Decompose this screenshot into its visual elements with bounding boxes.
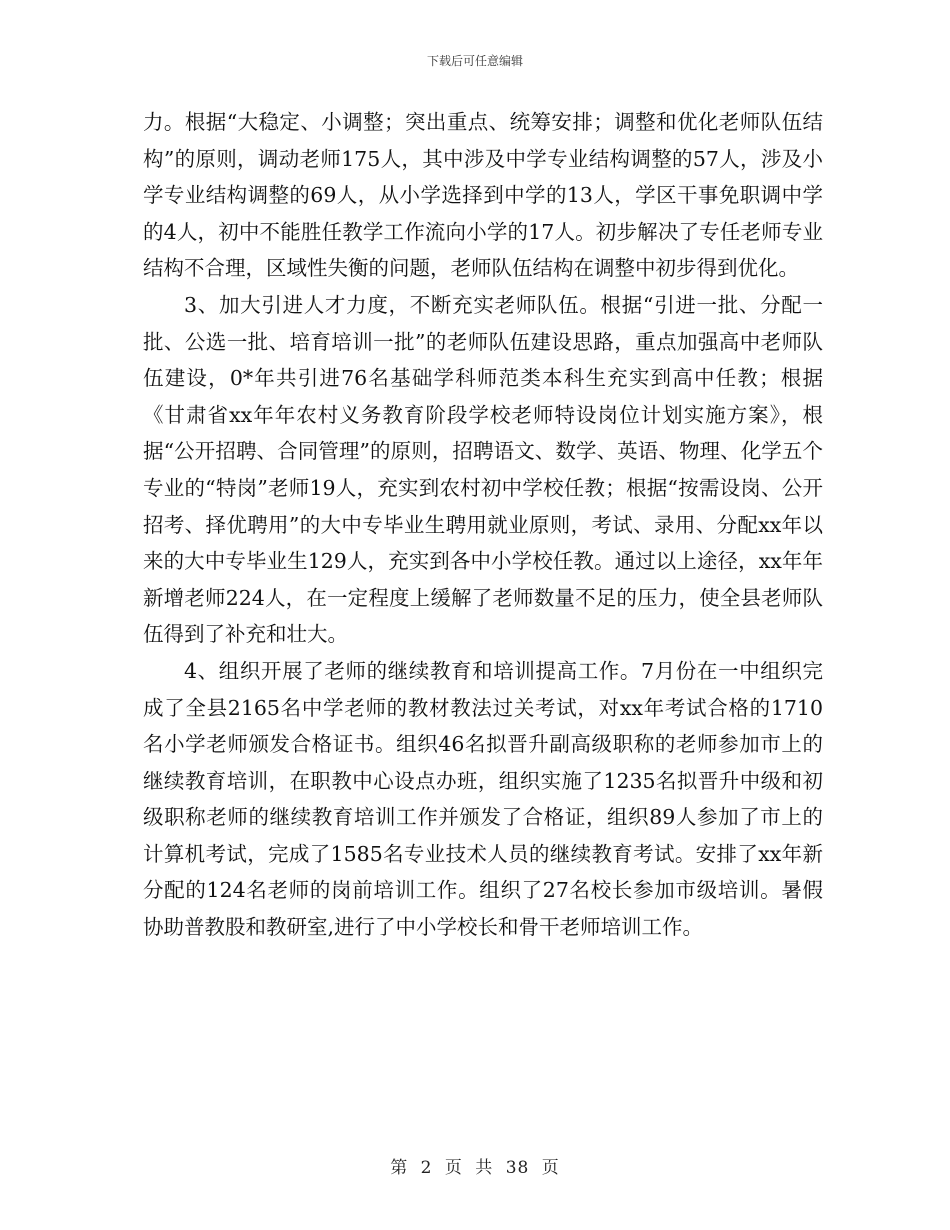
paragraph-continuation: 力。根据“大稳定、小调整；突出重点、统筹安排；调整和优化老师队伍结构”的原则，调动老师175人，其中涉及中学专业结构调整的57人，涉及小学专业结构调整的69人，从小学选择到中学的13人，学区干事免职调中学的4人，初中不能胜任教学工作流向小学的17人。初步解决了专任老师专业结构不合理，区域性失衡的问题，老师队伍结构在调整中初步得到优化。 [143, 110, 823, 281]
document-body [143, 104, 823, 946]
paragraph-item-3: 3、加大引进人才力度，不断充实老师队伍。根据“引进一批、分配一批、公选一批、培育培训一批”的老师队伍建设思路，重点加强高中老师队伍建设，0*年共引进76名基础学科师范类本科生充实到高中任教；根据《甘肃省xx年年农村义务教育阶段学校老师特设岗位计划实施方案》，根据“公开招聘、合同管理”的原则，招聘语文、数学、英语、物理、化学五个专业的“特岗”老师19人，充实到农村初中学校任教；根据“按需设岗、公开招考、择优聘用”的大中专毕业生聘用就业原则，考试、录用、分配xx年以来的大中专毕业生129人，充实到各中小学校任教。通过以上途径，xx年年新增老师224人，在一定程度上缓解了老师数量不足的压力，使全县老师队伍得到了补充和壮大。 [143, 292, 823, 647]
page-number-footer: 第 2 页 共 38 页 [390, 1158, 560, 1178]
page-header: 下载后可任意编辑 [426, 54, 523, 68]
paragraph-item-4: 4、组织开展了老师的继续教育和培训提高工作。7月份在一中组织完成了全县2165名中学老师的教材教法过关考试，对xx年考试合格的1710名小学老师颁发合格证书。组织46名拟晋升副高级职称的老师参加市上的继续教育培训，在职教中心设点办班，组织实施了1235名拟晋升中级和初级职称老师的继续教育培训工作并颁发了合格证，组织89人参加了市上的计算机考试，完成了1585名专业技术人员的继续教育考试。安排了xx年新分配的124名老师的岗前培训工作。组织了27名校长参加市级培训。暑假协助普教股和教研室,进行了中小学校长和骨干老师培训工作。 [143, 658, 823, 940]
